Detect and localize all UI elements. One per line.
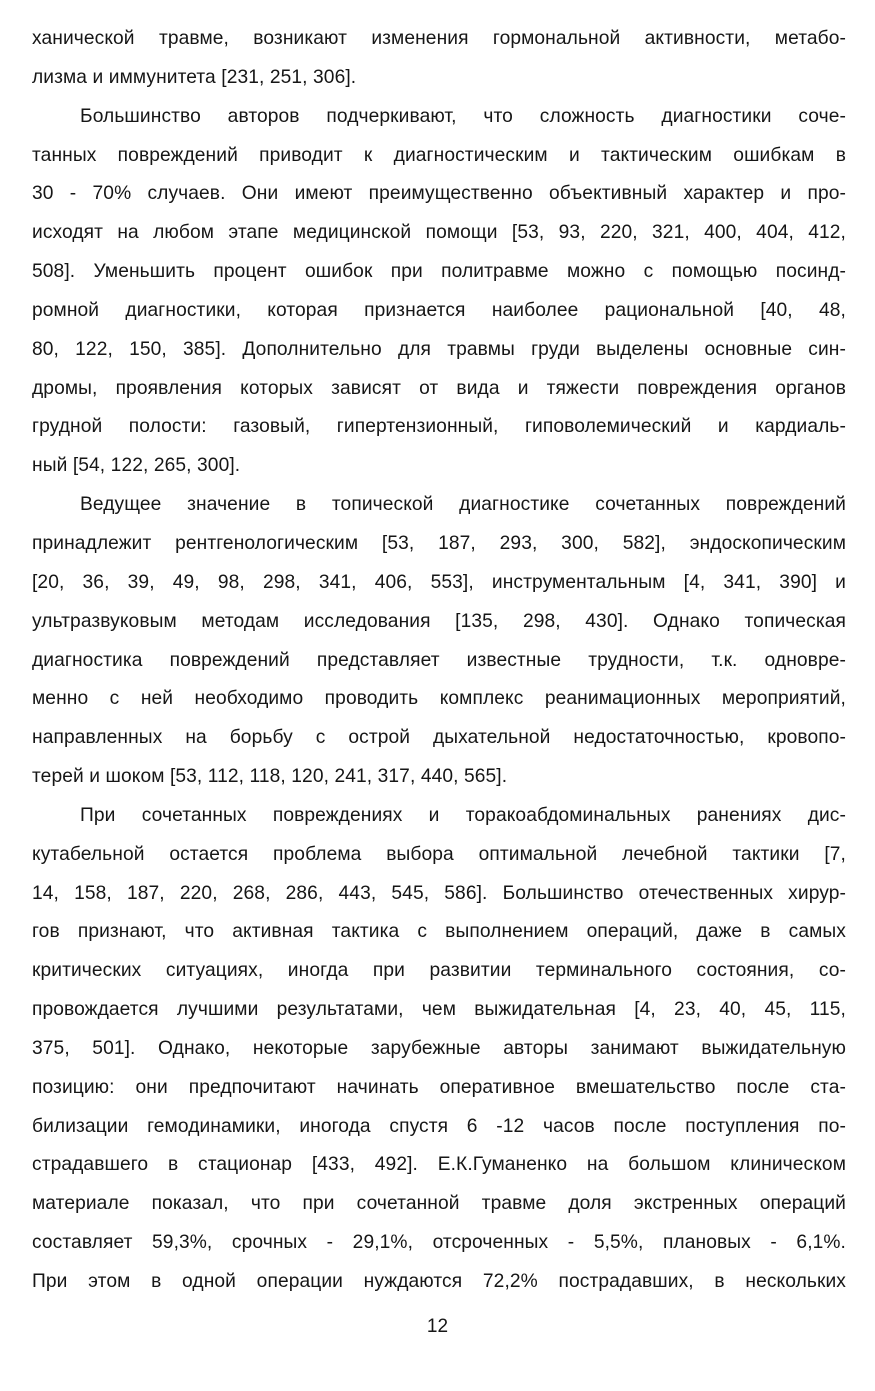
text-line: 375, 501]. Однако, некоторые зарубежные авторы занимают выжидательную [32,1037,846,1059]
text-line: исходят на любом этапе медицинской помощи [53, 93, 220, 321, 400, 404, 412, [32,222,846,244]
text-line: составляет 59,3%, срочных - 29,1%, отсроченных - 5,5%, плановых - 6,1%. [32,1232,846,1254]
text-line: 30 - 70% случаев. Они имеют преимущественно объективный характер и про- [32,183,846,205]
text-line: провождается лучшими результатами, чем выжидательная [4, 23, 40, 45, 115, [32,999,846,1021]
text-line: [20, 36, 39, 49, 98, 298, 341, 406, 553], инструментальным [4, 341, 390] и [32,571,846,593]
text-line: ханической травме, возникают изменения гормональной активности, метабо- [32,28,846,49]
paragraph [32,20,846,98]
text-line: ультразвуковым методам исследования [135, 298, 430]. Однако топическая [32,610,846,632]
paragraph [32,486,846,797]
text-line: 14, 158, 187, 220, 268, 286, 443, 545, 586]. Большинство отечественных хирур- [32,882,846,904]
text-line: ромной диагностики, которая признается наиболее рациональной [40, 48, [32,299,846,321]
text-line: 80, 122, 150, 385]. Дополнительно для травмы груди выделены основные син- [32,338,846,360]
text-line: терей и шоком [53, 112, 118, 120, 241, 317, 440, 565]. [32,766,508,788]
text-line: билизации гемодинамики, иногода спустя 6 -12 часов после поступления по- [32,1115,846,1137]
text-line: кутабельной остается проблема выбора оптимальной лечебной тактики [7, [32,843,846,865]
text-line: грудной полости: газовый, гипертензионный, гиповолемический и кардиаль- [32,416,846,438]
text-line: диагностика повреждений представляет известные трудности, т.к. одновре- [32,649,846,671]
text-line: Большинство авторов подчеркивают, что сложность диагностики соче- [80,105,846,127]
text-line: позицию: они предпочитают начинать оперативное вмешательство после ста- [32,1076,846,1098]
text-line: страдавшего в стационар [433, 492]. Е.К.Гуманенко на большом клиническом [32,1154,846,1176]
paragraph [32,797,846,1302]
text-line: дромы, проявления которых зависят от вида и тяжести повреждения органов [32,377,846,399]
body-text [32,20,846,1302]
text-line: Ведущее значение в топической диагностике сочетанных повреждений [80,494,846,516]
text-line: направленных на борьбу с острой дыхательной недостаточностью, кровопо- [32,727,846,749]
text-line: гов признают, что активная тактика с выполнением операций, даже в самых [32,921,846,943]
text-line: менно с ней необходимо проводить комплекс реанимационных мероприятий, [32,688,846,710]
text-line: 508]. Уменьшить процент ошибок при политравме можно с помощью посинд- [32,261,846,283]
paragraph [32,98,846,486]
text-line: принадлежит рентгенологическим [53, 187, 293, 300, 582], эндоскопическим [32,532,846,554]
text-line: ный [54, 122, 265, 300]. [32,455,241,477]
text-line: При этом в одной операции нуждаются 72,2% пострадавших, в нескольких [32,1271,846,1292]
text-line: При сочетанных повреждениях и торакоабдоминальных ранениях дис- [80,804,846,826]
text-line: танных повреждений приводит к диагностическим и тактическим ошибкам в [32,144,846,166]
text-line: лизма и иммунитета [231, 251, 306]. [32,66,357,88]
text-line: материале показал, что при сочетанной травме доля экстренных операций [32,1193,846,1215]
page-number: 12 [426,1316,449,1337]
text-line: критических ситуациях, иногда при развитии терминального состояния, со- [32,960,846,982]
